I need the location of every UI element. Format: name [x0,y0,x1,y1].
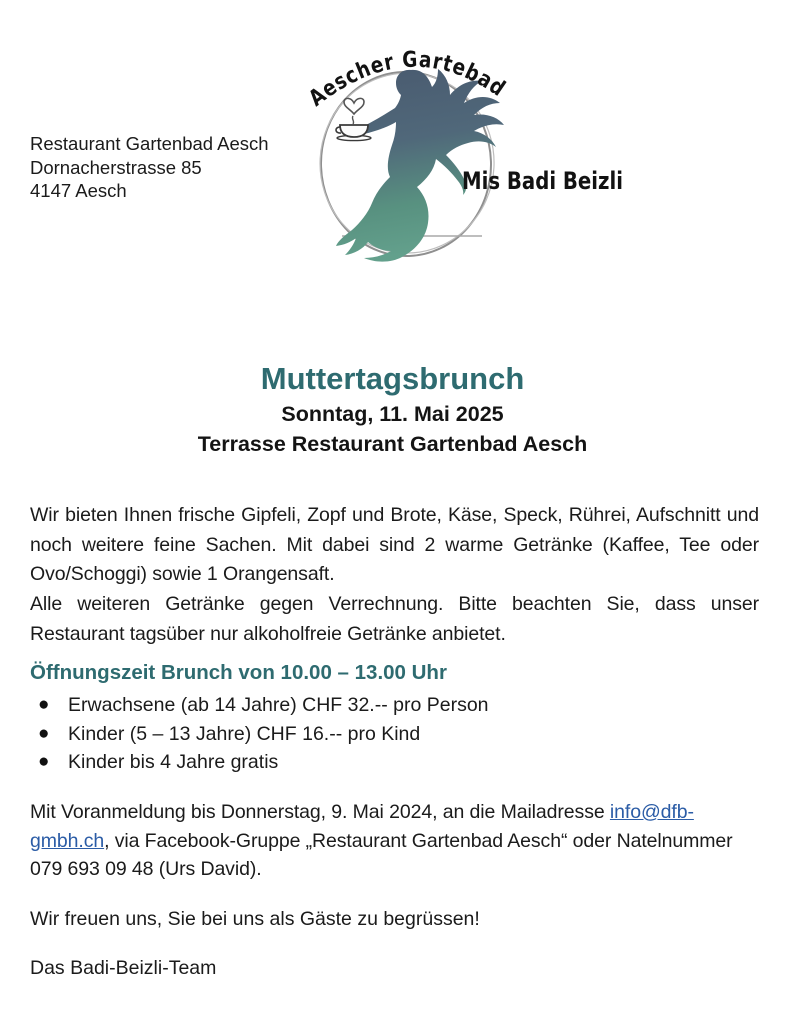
logo-arc-text: Aescher Gartebad [304,47,513,112]
price-item-children [30,720,750,749]
bullet-icon: ● [38,722,50,744]
signature: Das Badi-Beizli-Team [30,957,217,979]
registration-paragraph [30,798,756,884]
intro-paragraph-1: Wir bieten Ihnen frische Gipfeli, Zopf und Brote, Käse, Speck, Rührei, Aufschnitt und noch weitere feine Sachen. Mit dabei sind 2 warme Getränke (Kaffee, Tee oder Ovo/Schoggi) sowie 1 Orangensaft. [30,504,759,586]
address-block [30,132,269,203]
price-list [30,691,750,777]
address-restaurant-name: Restaurant Gartenbad Aesch [30,133,269,154]
restaurant-logo [290,25,650,275]
heart-steam-icon [344,98,364,114]
logo-side-text: Mis Badi Beizli [462,167,623,195]
price-item-label: Kinder (5 – 13 Jahre) CHF 16.-- pro Kind [68,722,421,745]
intro-paragraph-2: Alle weiteren Getränke gegen Verrechnung. Bitte beachten Sie, dass unser Restaurant tagsüber nur alkoholfreie Getränke anbietet. [30,593,759,645]
price-item-adults [30,691,750,720]
registration-text-after: , via Facebook-Gruppe „Restaurant Gartenbad Aesch“ oder Natelnummer 079 693 09 48 (Urs David). [30,829,733,881]
intro-text [30,501,759,650]
price-item-label: Kinder bis 4 Jahre gratis [68,751,279,773]
address-street: Dornacherstrasse 85 [30,156,202,178]
page-title: Muttertagsbrunch [260,361,525,396]
address-city: 4147 Aesch [30,180,127,201]
price-item-toddlers [30,748,750,777]
bullet-icon: ● [38,751,50,772]
opening-hours-heading: Öffnungszeit Brunch von 10.00 – 13.00 Uhr [30,661,447,684]
price-item-label: Erwachsene (ab 14 Jahre) CHF 32.-- pro Person [68,694,489,716]
event-location: Terrasse Restaurant Gartenbad Aesch [197,432,588,456]
closing-line: Wir freuen uns, Sie bei uns als Gäste zu begrüssen! [30,908,480,930]
event-date: Sonntag, 11. Mai 2025 [281,402,504,426]
bullet-icon: ● [38,694,50,715]
email-link[interactable]: info@dfb-gmbh.ch [30,801,694,852]
registration-text-before: Mit Voranmeldung bis Donnerstag, 9. Mai 2024, an die Mailadresse [30,801,610,823]
